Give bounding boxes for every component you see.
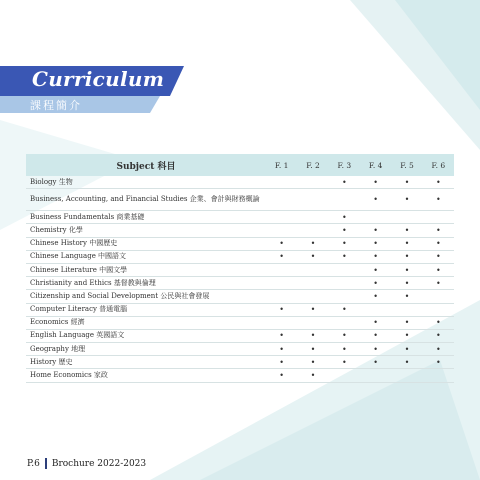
subject-cell: Business, Accounting, and Financial Studies 企業、會計與財務概論 [26,189,266,211]
offered-mark: • [360,290,391,303]
offered-mark: • [391,263,422,276]
offered-mark: • [360,356,391,369]
offered-mark: • [329,176,360,189]
form-header: F. 3 [329,154,360,176]
offered-mark [391,211,422,224]
offered-mark [423,303,454,316]
subject-cell: Chinese History 中國歷史 [26,237,266,250]
offered-mark [266,263,297,276]
offered-mark: • [266,369,297,382]
offered-mark: • [266,237,297,250]
table-row [26,369,454,382]
offered-mark: • [360,189,391,211]
table-row [26,224,454,237]
subject-cell: Chinese Literature 中國文學 [26,263,266,276]
form-header: F. 1 [266,154,297,176]
offered-mark [360,303,391,316]
subject-cell: Home Economics 家政 [26,369,266,382]
table-header-row [26,154,454,176]
offered-mark: • [266,329,297,342]
offered-mark: • [266,303,297,316]
table-row [26,356,454,369]
offered-mark [297,224,328,237]
offered-mark: • [360,343,391,356]
offered-mark: • [423,343,454,356]
offered-mark [266,176,297,189]
form-header: F. 5 [391,154,422,176]
offered-mark: • [360,224,391,237]
offered-mark [329,277,360,290]
offered-mark: • [391,176,422,189]
page-subtitle: 課程簡介 [30,99,82,112]
offered-mark: • [423,250,454,263]
offered-mark: • [266,356,297,369]
offered-mark: • [391,250,422,263]
offered-mark: • [391,343,422,356]
offered-mark: • [360,250,391,263]
offered-mark: • [297,356,328,369]
offered-mark [329,316,360,329]
offered-mark [329,263,360,276]
offered-mark: • [360,263,391,276]
table-row [26,329,454,342]
offered-mark [266,189,297,211]
offered-mark: • [297,369,328,382]
offered-mark: • [329,211,360,224]
offered-mark [329,290,360,303]
subject-cell: Biology 生物 [26,176,266,189]
offered-mark: • [423,224,454,237]
offered-mark: • [297,303,328,316]
table-row [26,277,454,290]
subject-header: Subject 科目 [26,154,266,176]
offered-mark: • [297,250,328,263]
table-row [26,250,454,263]
table-row [26,211,454,224]
offered-mark: • [391,316,422,329]
subject-cell: Chinese Language 中國語文 [26,250,266,263]
offered-mark [297,176,328,189]
table-row [26,343,454,356]
footer-text: Brochure 2022-2023 [51,459,147,469]
offered-mark: • [360,176,391,189]
subject-cell: Geography 地理 [26,343,266,356]
offered-mark: • [391,329,422,342]
offered-mark [297,316,328,329]
subject-cell: Business Fundamentals 商業基礎 [26,211,266,224]
offered-mark [266,211,297,224]
table-row [26,176,454,189]
offered-mark [266,277,297,290]
offered-mark: • [423,277,454,290]
offered-mark: • [329,329,360,342]
offered-mark [266,316,297,329]
offered-mark [423,369,454,382]
footer-divider [45,458,47,469]
offered-mark: • [423,316,454,329]
subject-cell: Economics 經濟 [26,316,266,329]
offered-mark [329,189,360,211]
subject-cell: Chemistry 化學 [26,224,266,237]
offered-mark [423,211,454,224]
offered-mark: • [423,356,454,369]
table-row [26,263,454,276]
offered-mark: • [423,263,454,276]
offered-mark: • [391,290,422,303]
page-title: Curriculum [32,67,165,91]
offered-mark: • [266,343,297,356]
offered-mark [391,303,422,316]
offered-mark [360,211,391,224]
subject-cell: Computer Literacy 普通電腦 [26,303,266,316]
offered-mark: • [423,189,454,211]
offered-mark: • [423,176,454,189]
offered-mark: • [391,237,422,250]
footer [27,458,146,469]
offered-mark [297,277,328,290]
subject-cell: History 歷史 [26,356,266,369]
page-number: P.6 [27,459,40,469]
offered-mark: • [360,316,391,329]
offered-mark: • [360,329,391,342]
offered-mark: • [391,189,422,211]
subject-cell: Christianity and Ethics 基督教與倫理 [26,277,266,290]
offered-mark: • [329,237,360,250]
offered-mark: • [297,329,328,342]
offered-mark [360,369,391,382]
offered-mark: • [391,356,422,369]
offered-mark: • [391,277,422,290]
table-row [26,290,454,303]
offered-mark: • [329,343,360,356]
offered-mark: • [360,277,391,290]
form-header: F. 6 [423,154,454,176]
offered-mark: • [329,356,360,369]
subject-cell: English Language 英國語文 [26,329,266,342]
subject-cell: Citizenship and Social Development 公民與社會發展 [26,290,266,303]
offered-mark [423,290,454,303]
offered-mark: • [297,343,328,356]
table-row [26,189,454,211]
table-row [26,237,454,250]
offered-mark [266,224,297,237]
offered-mark [297,290,328,303]
offered-mark: • [329,250,360,263]
offered-mark [297,211,328,224]
offered-mark [266,290,297,303]
offered-mark [297,189,328,211]
offered-mark [329,369,360,382]
form-header: F. 4 [360,154,391,176]
offered-mark: • [423,329,454,342]
offered-mark: • [360,237,391,250]
table-row [26,303,454,316]
offered-mark: • [423,237,454,250]
form-header: F. 2 [297,154,328,176]
offered-mark: • [266,250,297,263]
offered-mark [297,263,328,276]
offered-mark [391,369,422,382]
offered-mark: • [329,303,360,316]
offered-mark: • [329,224,360,237]
curriculum-table [26,154,454,383]
table-row [26,316,454,329]
offered-mark: • [297,237,328,250]
offered-mark: • [391,224,422,237]
